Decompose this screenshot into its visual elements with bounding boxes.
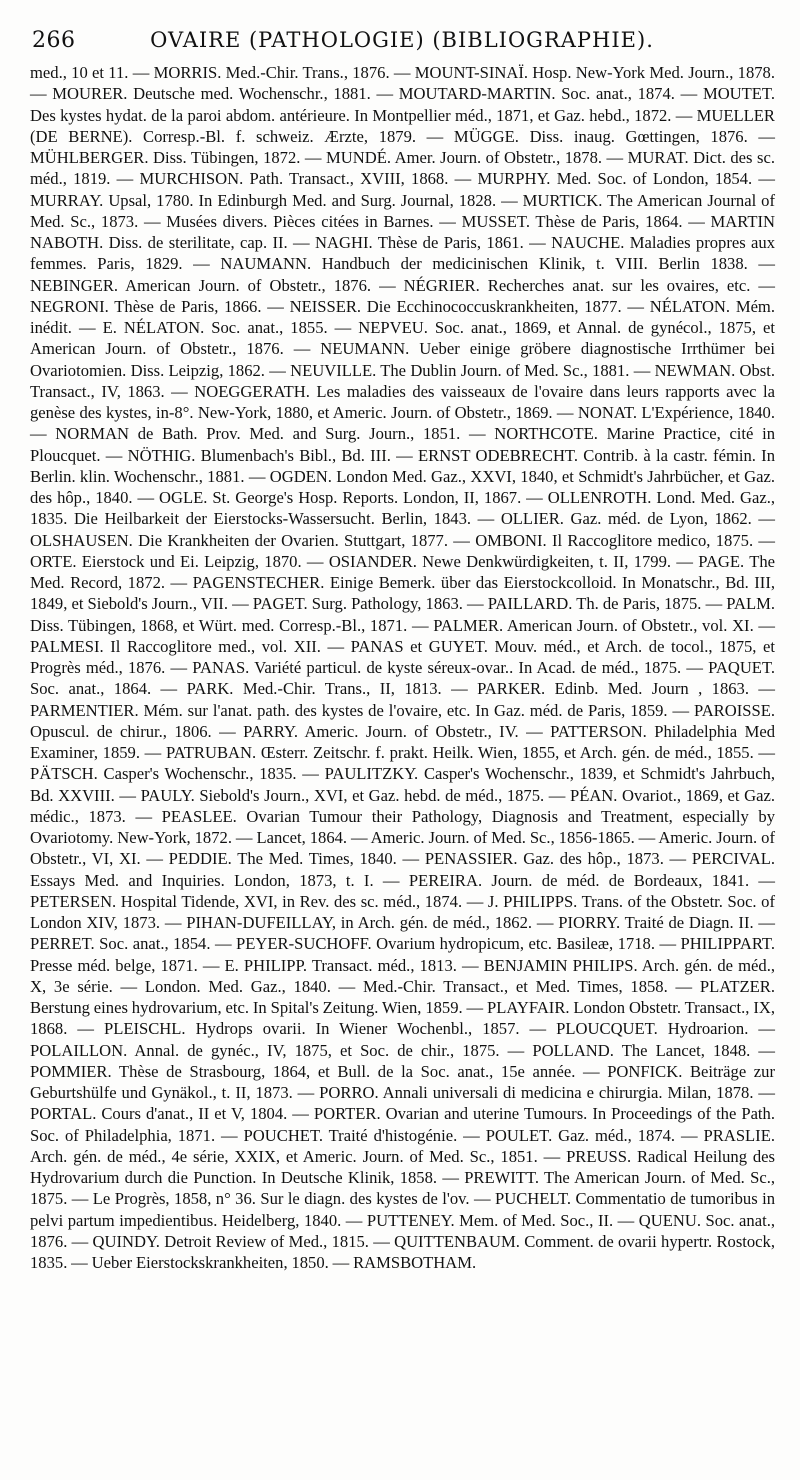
page-number: 266 xyxy=(32,28,76,53)
page-header xyxy=(32,28,772,58)
print-marks xyxy=(55,1434,755,1444)
bibliography-paragraph: med., 10 et 11. — MORRIS. Med.-Chir. Trans., 1876. — MOUNT-SINAÏ. Hosp. New-York Med. Journ., 1878. — MOURER. Deutsche med. Wochenschr., 1881. — MOUTARD-MARTIN. Soc. anat., 1874. — MOUTET. Des kystes hydat. de la paroi abdom. antérieure. In Montpellier méd., 1871, et Gaz. hebd., 1872. — MUELLER (DE BERNE). Corresp.-Bl. f. schweiz. Ærzte, 1879. — MÜGGE. Diss. inaug. Gœttingen, 1876. — MÜHLBERGER. Diss. Tübingen, 1872. — MUNDÉ. Amer. Journ. of Obstetr., 1878. — MURAT. Dict. des sc. méd., 1819. — MURCHISON. Path. Transact., XVIII, 1868. — MURPHY. Med. Soc. of London, 1854. — MURRAY. Upsal, 1780. In Edinburgh Med. and Surg. Journal, 1828. — MURTICK. The American Journal of Med. Sc., 1873. — Musées divers. Pièces citées in Barnes. — MUSSET. Thèse de Paris, 1864. — MARTIN NABOTH. Diss. de sterilitate, cap. II. — NAGHI. Thèse de Paris, 1861. — NAUCHE. Maladies propres aux femmes. Paris, 1829. — NAUMANN. Handbuch der medicinischen Klinik, t. VIII. Berlin 1838. — NEBINGER. American Journ. of Obstetr., 1876. — NÉGRIER. Recherches anat. sur les ovaires, etc. — NEGRONI. Thèse de Paris, 1866. — NEISSER. Die Ecchinococcuskrankheiten, 1877. — NÉLATON. Mém. inédit. — E. NÉLATON. Soc. anat., 1855. — NEPVEU. Soc. anat., 1869, et Annal. de gynécol., 1875, et American Journ. of Obstetr., 1876. — NEUMANN. Ueber einige gröbere diagnostische Irrthümer bei Ovariotomien. Diss. Leipzig, 1862. — NEUVILLE. The Dublin Journ. of Med. Sc., 1881. — NEWMAN. Obst. Transact., IV, 1863. — NOEGGERATH. Les maladies des vaisseaux de l'ovaire dans leurs rapports avec la genèse des kystes, in-8°. New-York, 1880, et Americ. Journ. of Obstetr., 1869. — NONAT. L'Expérience, 1840. — NORMAN de Bath. Prov. Med. and Surg. Journ., 1851. — NORTHCOTE. Marine Practice, cité in Ploucquet. — NÖTHIG. Blumenbach's Bibl., Bd. III. — ERNST ODEBRECHT. Contrib. à la castr. fémin. In Berlin. klin. Wochenschr., 1881. — OGDEN. London Med. Gaz., XXVI, 1840, et Schmidt's Jahrbücher, et Gaz. des hôp., 1840. — OGLE. St. George's Hosp. Reports. London, II, 1867. — OLLENROTH. Lond. Med. Gaz., 1835. Die Heilbarkeit der Eierstocks-Wassersucht. Berlin, 1843. — OLLIER. Gaz. méd. de Lyon, 1862. — OLSHAUSEN. Die Krankheiten der Ovarien. Stuttgart, 1877. — OMBONI. Il Raccoglitore medico, 1875. — ORTE. Eierstock und Ei. Leipzig, 1870. — OSIANDER. Newe Denkwürdigkeiten, t. II, 1799. — PAGE. The Med. Record, 1872. — PAGENSTECHER. Einige Bemerk. über das Eierstockcolloid. In Monatschr., Bd. III, 1849, et Siebold's Journ., VII. — PAGET. Surg. Pathology, 1863. — PAILLARD. Th. de Paris, 1875. — PALM. Diss. Tübingen, 1868, et Würt. med. Corresp.-Bl., 1871. — PALMER. American Journ. of Obstetr., vol. XI. — PALMESI. Il Raccoglitore med., vol. XII. — PANAS et GUYET. Mouv. méd., et Arch. de tocol., 1875, et Progrès méd., 1876. — PANAS. Variété particul. de kyste séreux-ovar.. In Acad. de méd., 1875. — PAQUET. Soc. anat., 1864. — PARK. Med.-Chir. Trans., II, 1813. — PARKER. Edinb. Med. Journ , 1863. — PARMENTIER. Mém. sur l'anat. path. des kystes de l'ovaire, etc. In Gaz. méd. de Paris, 1859. — PAROISSE. Opuscul. de chirur., 1806. — PARRY. Americ. Journ. of Obstetr., IV. — PATTERSON. Philadelphia Med Examiner, 1859. — PATRUBAN. Œsterr. Zeitschr. f. prakt. Heilk. Wien, 1855, et Arch. gén. de méd., 1855. — PÄTSCH. Casper's Wochenschr., 1835. — PAULITZKY. Casper's Wochenschr., 1839, et Schmidt's Jahrbuch, Bd. XXVIII. — PAULY. Siebold's Journ., XVI, et Gaz. hebd. de méd., 1875. — PÉAN. Ovariot., 1869, et Gaz. médic., 1873. — PEASLEE. Ovarian Tumour their Pathology, Diagnosis and Treatment, especially by Ovariotomy. New-York, 1872. — Lancet, 1864. — Americ. Journ. of Med. Sc., 1856-1865. — Americ. Journ. of Obstetr., VI, XI. — PEDDIE. The Med. Times, 1840. — PENASSIER. Gaz. des hôp., 1873. — PERCIVAL. Essays Med. and Inquiries. London, 1873, t. I. — PEREIRA. Journ. de méd. de Bordeaux, 1841. — PETERSEN. Hospital Tidende, XVI, in Rev. des sc. méd., 1874. — J. PHILIPPS. Trans. of the Obstetr. Soc. of London XIV, 1873. — PIHAN-DUFEILLAY, in Arch. gén. de méd., 1862. — PIORRY. Traité de Diagn. II. — PERRET. Soc. anat., 1854. — PEYER-SUCHOFF. Ovarium hydropicum, etc. Basileæ, 1718. — PHILIPPART. Presse méd. belge, 1871. — E. PHILIPP. Transact. méd., 1813. — BENJAMIN PHILIPS. Arch. gén. de méd., X, 3e série. — London. Med. Gaz., 1840. — Med.-Chir. Transact., et Med. Times, 1858. — PLATZER. Berstung eines hydrovarium, etc. In Spital's Zeitung. Wien, 1859. — PLAYFAIR. London Obstetr. Transact., IX, 1868. — PLEISCHL. Hydrops ovarii. In Wiener Wochenbl., 1857. — PLOUCQUET. Hydroarion. — POLAILLON. Annal. de gynéc., IV, 1875, et Soc. de chir., 1875. — POLLAND. The Lancet, 1848. — POMMIER. Thèse de Strasbourg, 1864, et Bull. de la Soc. anat., 15e année. — PONFICK. Beiträge zur Geburtshülfe und Gynäkol., t. II, 1873. — PORRO. Annali universali di medicina e chirurgia. Milan, 1878. — PORTAL. Cours d'anat., II et V, 1804. — PORTER. Ovarian and uterine Tumours. In Proceedings of the Path. Soc. of Philadelphia, 1871. — POUCHET. Traité d'histogénie. — POULET. Gaz. méd., 1874. — PRASLIE. Arch. gén. de méd., 4e série, XXIX, et Americ. Journ. of Med. Sc., 1851. — PREUSS. Radical Heilung des Hydrovarium durch die Punction. In Deutsche Klinik, 1858. — PREWITT. The American Journ. of Med. Sc., 1875. — Le Progrès, 1858, n° 36. Sur le diagn. des kystes de l'ov. — PUCHELT. Commentatio de tumoribus in pelvi partum impedientibus. Heidelberg, 1840. — PUTTENEY. Mem. of Med. Soc., II. — QUENU. Soc. anat., 1876. — QUINDY. Detroit Review of Med., 1815. — QUITTENBAUM. Comment. de ovarii hypertr. Rostock, 1835. — Ueber Eierstockskrankheiten, 1850. — RAMSBOTHAM. xyxy=(30,63,775,1272)
bibliography-text xyxy=(30,62,775,1273)
running-title: OVAIRE (PATHOLOGIE) (BIBLIOGRAPHIE). xyxy=(150,28,654,52)
